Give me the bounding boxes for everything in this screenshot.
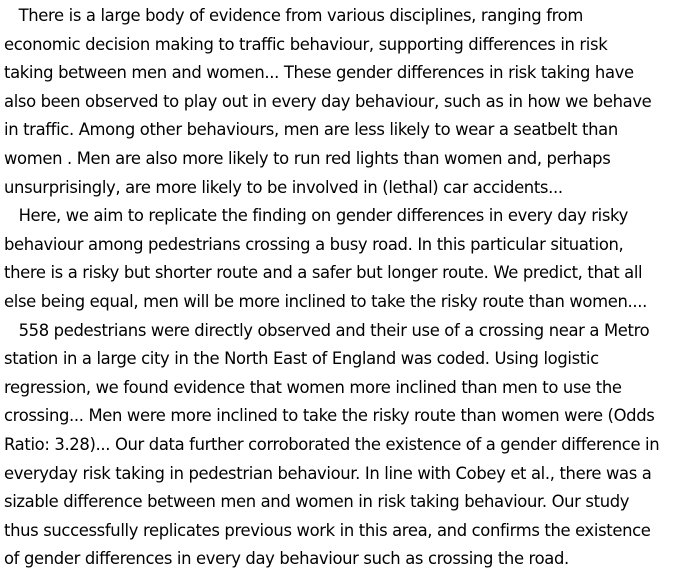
text-line-16: Ratio: 3.28)... Our data further corroborated the existence of a gender difference in (4, 434, 660, 454)
text-line-8: Here, we aim to replicate the finding on gender differences in every day risky (4, 206, 628, 226)
text-line-2: economic decision making to traffic behaviour, supporting differences in risk (4, 34, 608, 54)
text-line-6: women . Men are also more likely to run red lights than women and, perhaps (4, 148, 611, 168)
text-line-3: taking between men and women... These gender differences in risk taking have (4, 63, 634, 83)
text-line-7: unsurprisingly, are more likely to be involved in (lethal) car accidents... (4, 177, 563, 197)
text-line-17: everyday risk taking in pedestrian behaviour. In line with Cobey et al., there was a (4, 463, 652, 483)
text-line-18: sizable difference between men and women in risk taking behaviour. Our study (4, 492, 630, 512)
text-line-9: behaviour among pedestrians crossing a busy road. In this particular situation, (4, 234, 624, 254)
text-line-11: else being equal, men will be more inclined to take the risky route than women.... (4, 291, 647, 311)
text-line-15: crossing... Men were more inclined to take the risky route than women were (Odds (4, 406, 655, 426)
text-line-13: station in a large city in the North East of England was coded. Using logistic (4, 349, 599, 369)
text-line-5: in traffic. Among other behaviours, men are less likely to wear a seatbelt than (4, 120, 618, 140)
text-line-12: 558 pedestrians were directly observed and their use of a crossing near a Metro (4, 320, 650, 340)
text-line-19: thus successfully replicates previous work in this area, and confirms the existence (4, 520, 651, 540)
text-line-14: regression, we found evidence that women more inclined than men to use the (4, 377, 622, 397)
text-line-20: of gender differences in every day behaviour such as crossing the road. (4, 549, 569, 569)
text-line-10: there is a risky but shorter route and a safer but longer route. We predict, that all (4, 263, 643, 283)
text-line-4: also been observed to play out in every day behaviour, such as in how we behave (4, 91, 652, 111)
text-line-1: There is a large body of evidence from various disciplines, ranging from (4, 6, 583, 25)
